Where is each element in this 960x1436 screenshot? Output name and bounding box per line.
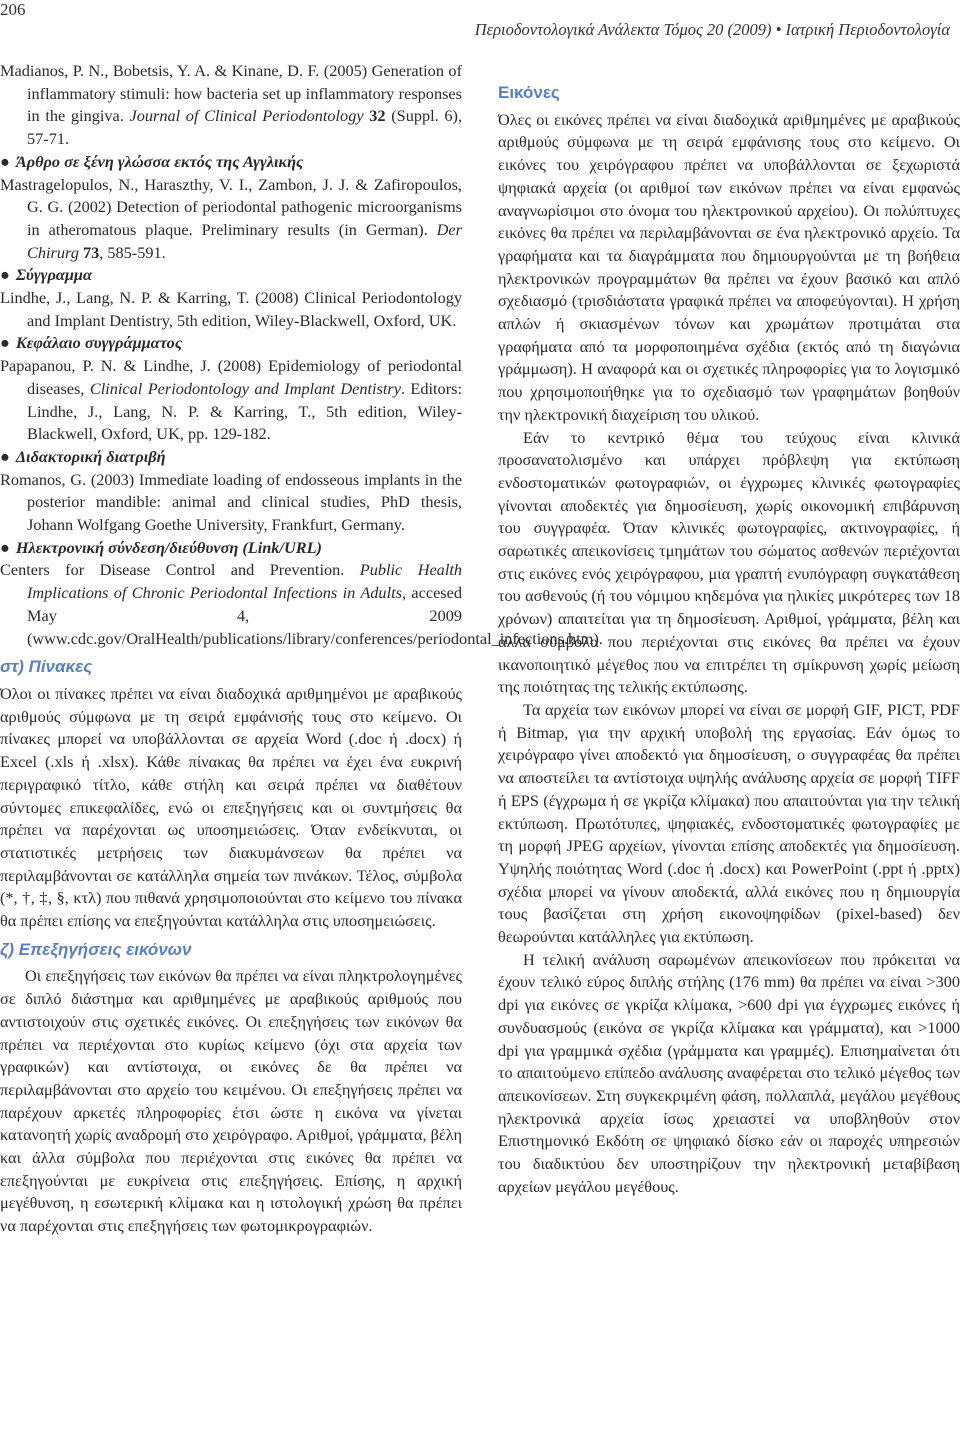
reference-entry: Romanos, G. (2003) Immediate loading of endosseous implants in the posterior mandible: animal and clinical studies, PhD thesis, Johann Wolfgang Goethe University, Frankfurt, Germany. [0,469,462,535]
bullet-icon: ● [0,446,10,466]
body-paragraph: Όλοι οι πίνακες πρέπει να είναι διαδοχικά αριθμημένοι με αραβικούς αριθμούς σύμφωνα με τη σειρά εμφάνισής τους στο κείμενο. Οι πίνακες μπορεί να υποβάλλονται σε αρχεία Word (.doc ή .docx) ή Excel (.xls ή .xlsx). Κάθε πίνακας θα πρέπει να έχει ένα ευκρινή περιγραφικό τίτλο, κάθε στήλη και σειρά πρέπει να διαθέτουν σύντομες επικεφαλίδες, ενώ οι επεξηγήσεις και οι συντμήσεις θα πρέπει να παρέχονται ως υποσημειώσεις. Όταν ενδείκνυται, οι στατιστικές μετρήσεις των διακυμάνσεων θα πρέπει να περιλαμβάνονται σε κατάλληλα σημεία των πινάκων. Τέλος, σύμβολα (*, †, ‡, §, κτλ) που πιθανά χρησιμοποιούνται στο κείμενο του πίνακα θα πρέπει επίσης να επεξηγούνται κατάλληλα στις υποσημειώσεις. [0,683,462,931]
section-heading-images: Εικόνες [498,83,560,102]
reference-category: ● Ηλεκτρονική σύνδεση/διεύθυνση (Link/URL) [0,537,322,557]
reference-entry: Lindhe, J., Lang, N. P. & Karring, T. (2008) Clinical Periodontology and Implant Dentistry, 5th edition, Wiley-Blackwell, Oxford, UK. [0,288,462,330]
reference-category: ● Διδακτορική διατριβή [0,446,166,466]
reference-category: ● Σύγγραμμα [0,265,92,285]
reference-entry: Centers for Disease Control and Prevention. Public Health Implications of Chronic Periodontal Infections in Adults, accesed May 4, 2009 (www.cdc.gov/OralHealth/publications/library/conferences/periodontal_infections.htm). [0,560,603,648]
body-paragraph: Τα αρχεία των εικόνων μπορεί να είναι σε μορφή GIF, PICT, PDF ή Bitmap, για την αρχική υποβολή της εργασίας. Εάν όμως το χειρόγραφο γίνει αποδεκτό για δημοσίευση, ο συγγραφέας θα πρέπει να αποστείλει τα αντίστοιχα υψηλής ανάλυσης αρχεία σε μορφή TIFF ή EPS (έγχρωμα ή σε γκρίζα κλίμακα) που απαιτούνται για την τελική εκτύπωση. Πρωτότυπες, ψηφιακές, ενδοστοματικές φωτογραφίες με τη μορφή JPEG αρχείων, γίνονται επίσης αποδεκτές για δημοσίευση. Υψηλής ποιότητας Word (.doc ή .docx) και PowerPoint (.ppt ή .pptx) σχέδια μπορεί να γίνουν αποδεκτά, αλλά εικόνες που η δημιουργία τους βασίζεται στη χρήση εικονοψηφίδων (pixel-based) δεν θεωρούνται κατάλληλες για εκτύπωση. [498,699,960,947]
section-heading-captions: ζ) Επεξηγήσεις εικόνων [0,939,192,959]
body-paragraph: Όλες οι εικόνες πρέπει να είναι διαδοχικά αριθμημένες με αραβικούς αριθμούς σύμφωνα με τη σειρά εμφάνισης τους στο κείμενο. Οι εικόνες του χειρόγραφου πρέπει να υποβάλλονται σε ξεχωριστά ψηφιακά αρχεία (οι αριθμοί των εικόνων πρέπει να είναι εμφανώς αναγνωρίσιμοι στο όνομα του ηλεκτρονικού αρχείου). Οι πολύπτυχες εικόνες θα πρέπει να περιλαμβάνονται σε ένα ηλεκτρονικό αρχείο. Τα γραφήματα και τα διαγράμματα που δημιουργούνται με τη βοήθεια ηλεκτρονικών προγραμμάτων θα πρέπει να έχουν βασικό και απλό σχεδιασμό (τρισδιάστατα γραφικά πρέπει να αποφεύγονται). Η χρήση απλών ή σκιασμένων τόνων και χρωμάτων προτιμάται στα γραφήματα από τα μορφοποιημένα σχέδια (εκτός από τη διαγώνια γράμμωση). Η αναφορά και οι σχετικές πληροφορίες για το λογισμικό που χρησιμοποιήθηκε για το σχεδιασμό των γραφημάτων βοηθούν την ηλεκτρονική διαχείριση του υλικού. [498,109,960,424]
running-header: Περιοδοντολογικά Ανάλεκτα Τόμος 20 (2009) • Ιατρική Περιοδοντολογία [474,20,950,39]
section-heading-tables: στ) Πίνακες [0,657,93,677]
bullet-icon: ● [0,151,10,171]
body-paragraph: Η τελική ανάλυση σαρωμένων απεικονίσεων που πρόκειται να έχουν τελικό εύρος διπλής στήλης (176 mm) θα πρέπει να είναι >300 dpi για εικόνες σε γκρίζα κλίμακα, >600 dpi για έγχρωμες εικόνες ή συνδυασμούς (εικόνα σε γκρίζα κλίμακα και γράμματα), και >1000 dpi για γραμμικά σχέδια (γράμματα και γραμμές). Επισημαίνεται ότι το απαιτούμενο επίπεδο ανάλυσης αναφέρεται στο τελικό μέγεθος των απεικονίσεων. Στη συγκεκριμένη φάση, πολλαπλά, μεγάλου μεγέθους ηλεκτρονικά αρχεία ίσως χρειαστεί να υποβληθούν στον Επιστημονικό Εκδότη σε ψηφιακό δίσκο εάν οι παροχές υπηρεσιών του διαδικτύου δεν υποστηρίζουν την ηλεκτρονική μεταβίβαση αρχείων μεγάλου μεγέθους. [498,949,960,1196]
reference-entry: Madianos, P. N., Bobetsis, Y. A. & Kinane, D. F. (2005) Generation of inflammatory stimuli: how bacteria set up inflammatory responses in the gingiva. Journal of Clinical Periodontology 32 (Suppl. 6), 57-71. [0,61,463,149]
reference-entry: Mastragelopulos, N., Haraszthy, V. I., Zambon, J. J. & Zafiropoulos, G. G. (2002) Detection of periodontal pathogenic microorganisms in atheromatous plaque. Preliminary results (in German). Der Chirurg 73, 585-591. [0,174,462,262]
left-column [0,60,603,1238]
reference-category: ● Άρθρο σε ξένη γλώσσα εκτός της Αγγλικής [0,151,304,171]
body-paragraph: Εάν το κεντρικό θέμα του τεύχους είναι κλινικά προσανατολισμένο και υπάρχει πρόβλεψη για εκτύπωση ενδοστοματικών φωτογραφιών, οι έγχρωμες κλινικές φωτογραφίες γίνονται αποδεκτές για δημοσίευση, χωρίς οικονομική επιβάρυνση του συγγραφέα. Όταν κλινικές φωτογραφίες, ακτινογραφίες, ή σαρωτικές απεικονίσεις τμημάτων του σώματος ασθενών περιέχονται στις εικόνες ενός χειρόγραφου, μια γραπτή ενυπόγραφη συγκατάθεση του ασθενούς (ή του νόμιμου κηδεμόνα για ηλικίες μικρότερες των 18 χρόνων) απαιτείται για τη δημοσίευση. Αριθμοί, γράμματα, βέλη και άλλα σύμβολα που περιέχονται στις εικόνες θα πρέπει να έχουν ικανοποιητικό μέγεθος που να επιτρέπει τη σμίκρυνση χωρίς μείωση της ποιότητας της τελικής εκτύπωσης. [498,427,960,697]
reference-entry: Papapanou, P. N. & Lindhe, J. (2008) Epidemiology of periodontal diseases, Clinical Periodontology and Implant Dentistry. Editors: Lindhe, J., Lang, N. P. & Karring, T., 5th edition, Wiley-Blackwell, Oxford, UK, pp. 129-182. [0,356,462,444]
reference-category: ● Κεφάλαιο συγγράμματος [0,333,183,353]
page-number: 206 [0,0,26,19]
body-paragraph: Οι επεξηγήσεις των εικόνων θα πρέπει να είναι πληκτρολογημένες σε διπλό διάστημα και αριθμημένες με αραβικούς αριθμούς που αντιστοιχούν στις σχετικές εικόνες. Οι επεξηγήσεις των εικόνων θα πρέπει να περιέχονται στο κυρίως κείμενο (όχι στα αρχεία των γραφικών) και αντίστοιχα, οι εικόνες δε θα πρέπει να περιλαμβάνονται στο αρχείο του κειμένου. Οι επεξηγήσεις πρέπει να παρέχουν αρκετές πληροφορίες έτσι ώστε η εικόνα να γίνεται κατανοητή χωρίς αναδρομή στο χειρόγραφο. Αριθμοί, γράμματα, βέλη και άλλα σύμβολα που περιέχονται στις εικόνες θα πρέπει να επεξηγούνται με ευκρίνεια στις επεξηγήσεις. Επίσης, η αρχική μεγέθυνση, η εσωτερική κλίμακα και η ιστολογική χρώση θα πρέπει να παρέχονται στις επεξηγήσεις των φωτομικρογραφιών. [0,966,462,1236]
bullet-icon: ● [0,265,10,285]
bullet-icon: ● [0,537,10,557]
right-column [498,60,960,1198]
bullet-icon: ● [0,333,10,353]
